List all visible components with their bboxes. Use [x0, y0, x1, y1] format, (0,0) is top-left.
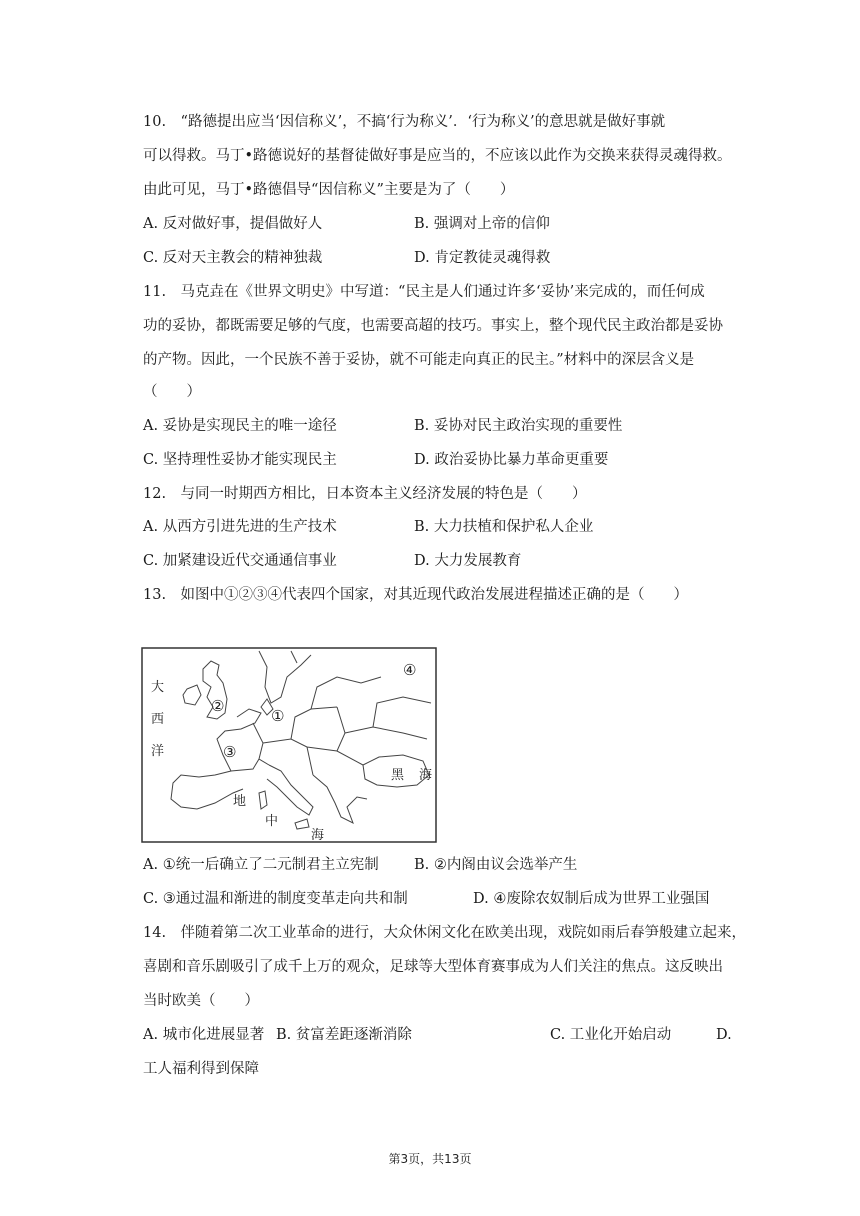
map-label-med-2: 中 [265, 814, 279, 829]
q14-option-d[interactable]: D. [716, 1027, 732, 1043]
q14-option-a[interactable]: A. 城市化进展显著 [143, 1027, 265, 1043]
page-number-footer: 第3页，共13页 [388, 1152, 472, 1166]
q14-stem-line2: 喜剧和音乐剧吸引了成千上万的观众，足球等大型体育赛事成为人们关注的焦点。这反映出 [143, 959, 723, 975]
q14-stem-line3: 当时欧美（ ） [143, 993, 259, 1009]
map-label-atlantic-3: 洋 [151, 744, 165, 759]
q11-stem-line1: 11. 马克垚在《世界文明史》中写道：“民主是人们通过许多‘妥协’来完成的，而任何成 [143, 284, 705, 300]
q14-option-b[interactable]: B. 贫富差距逐渐消除 [276, 1027, 412, 1043]
q14-stem-line1: 14. 伴随着第二次工业革命的进行，大众休闲文化在欧美出现，戏院如雨后春笋般建立起来， [143, 925, 747, 941]
map-label-atlantic-1: 大 [151, 680, 165, 695]
map-label-med-1: 地 [233, 794, 247, 809]
map-frame [142, 648, 436, 842]
q11-option-c[interactable]: C. 坚持理性妥协才能实现民主 [143, 452, 337, 468]
q10-stem-line1: 10. “路德提出应当‘因信称义’，不搞‘行为称义’．‘行为称义’的意思就是做好事就 [143, 114, 666, 130]
map-marker-2: ② [211, 697, 225, 715]
q10-option-b[interactable]: B. 强调对上帝的信仰 [414, 216, 550, 232]
q13-option-c[interactable]: C. ③通过温和渐进的制度变革走向共和制 [143, 891, 408, 907]
q10-option-c[interactable]: C. 反对天主教会的精神独裁 [143, 250, 323, 266]
map-marker-3: ③ [223, 743, 237, 761]
q11-option-b[interactable]: B. 妥协对民主政治实现的重要性 [414, 418, 623, 434]
map-label-atlantic-2: 西 [151, 712, 165, 727]
q12-option-b[interactable]: B. 大力扶植和保护私人企业 [414, 519, 594, 535]
q13-option-b[interactable]: B. ②内阁由议会选举产生 [414, 857, 578, 873]
q12-option-d[interactable]: D. 大力发展教育 [414, 553, 522, 569]
q11-stem-line3: 的产物。因此，一个民族不善于妥协，就不可能走向真正的民主。”材料中的深层含义是 [143, 352, 695, 368]
europe-map [141, 647, 437, 843]
q13-option-a[interactable]: A. ①统一后确立了二元制君主立宪制 [143, 857, 379, 873]
q10-option-a[interactable]: A. 反对做好事，提倡做好人 [143, 216, 323, 232]
q10-stem-line3: 由此可见，马丁•路德倡导“因信称义”主要是为了（ ） [143, 182, 515, 198]
map-marker-1: ① [271, 707, 285, 725]
q12-option-a[interactable]: A. 从西方引进先进的生产技术 [143, 519, 337, 535]
q10-option-d[interactable]: D. 肯定教徒灵魂得救 [414, 250, 551, 266]
q13-stem-line1: 13. 如图中①②③④代表四个国家，对其近现代政治发展进程描述正确的是（ ） [143, 587, 689, 603]
q11-stem-line2: 功的妥协，都既需要足够的气度，也需要高超的技巧。事实上，整个现代民主政治都是妥协 [143, 318, 723, 334]
q12-stem-line1: 12. 与同一时期西方相比，日本资本主义经济发展的特色是（ ） [143, 486, 587, 502]
map-label-med-3: 海 [311, 828, 325, 843]
q14-option-d-continued[interactable]: 工人福利得到保障 [143, 1061, 259, 1077]
q11-stem-line4: （ ） [143, 384, 201, 400]
q11-option-a[interactable]: A. 妥协是实现民主的唯一途径 [143, 418, 337, 434]
q11-option-d[interactable]: D. 政治妥协比暴力革命更重要 [414, 452, 609, 468]
q12-option-c[interactable]: C. 加紧建设近代交通通信事业 [143, 553, 337, 569]
map-marker-4: ④ [403, 661, 417, 679]
q13-option-d[interactable]: D. ④废除农奴制后成为世界工业强国 [473, 891, 710, 907]
q14-option-c[interactable]: C. 工业化开始启动 [550, 1027, 672, 1043]
map-label-black-1: 黑 [391, 768, 405, 783]
map-label-black-2: 海 [419, 768, 433, 783]
q10-stem-line2: 可以得救。马丁•路德说好的基督徒做好事是应当的，不应该以此作为交换来获得灵魂得救。 [143, 148, 732, 164]
